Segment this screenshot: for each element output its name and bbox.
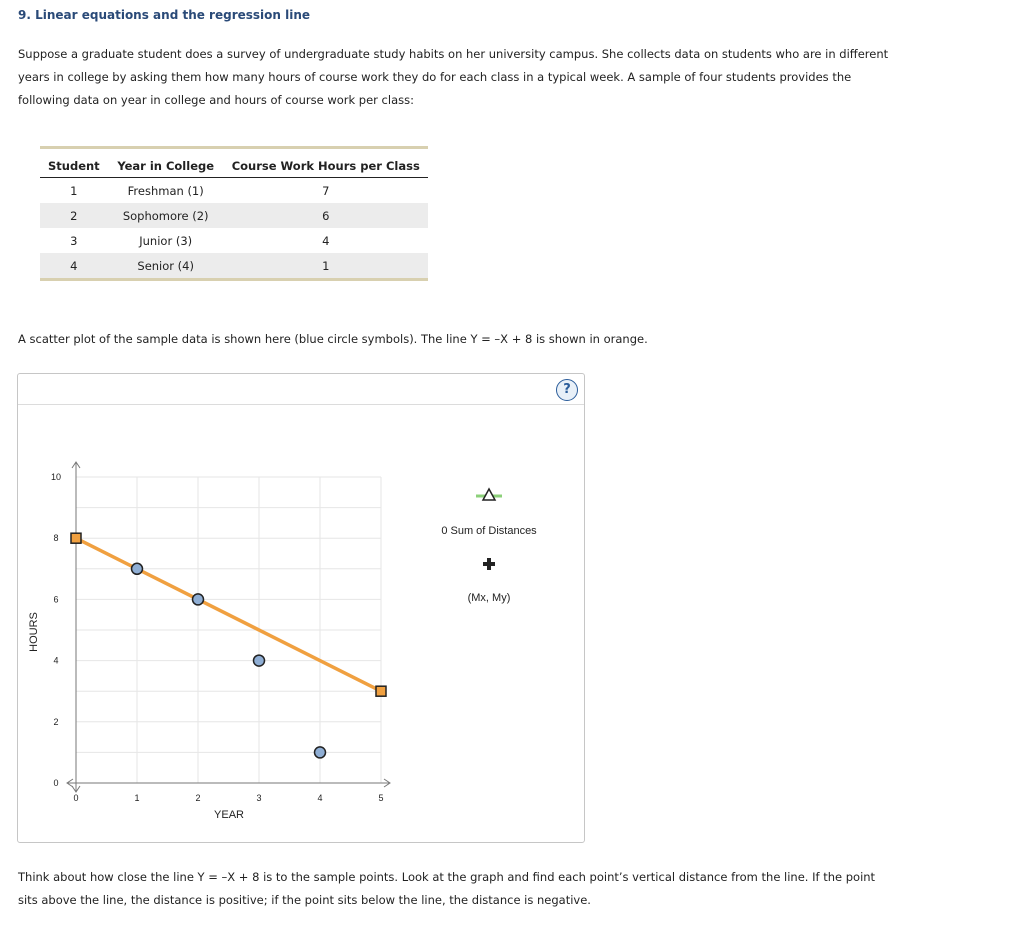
question-title: 9. Linear equations and the regression line <box>18 8 311 22</box>
x-tick-label: 2 <box>195 793 201 803</box>
y-tick-label: 8 <box>53 533 59 544</box>
line-endpoint-handle[interactable] <box>376 686 386 696</box>
y-tick-label: 2 <box>53 716 59 727</box>
legend <box>441 489 537 604</box>
y-tick-label: 4 <box>53 655 59 666</box>
data-series <box>71 533 386 758</box>
x-tick-label: 5 <box>378 793 384 803</box>
x-tick-label: 4 <box>317 793 323 803</box>
regression-chart <box>18 374 584 842</box>
table-row <box>40 178 428 204</box>
x-axis-label: YEAR <box>214 809 244 821</box>
data-table <box>40 146 428 289</box>
header-year: Year in College <box>108 148 224 178</box>
y-axis-label: HOURS <box>28 612 40 652</box>
cell-year: Senior (4) <box>108 253 224 280</box>
cell-hours: 6 <box>224 203 428 228</box>
regression-line <box>76 538 381 691</box>
cell-hours: 4 <box>322 233 330 248</box>
x-tick-label: 0 <box>73 793 79 803</box>
header-student: Student <box>40 148 108 178</box>
y-tick-label: 0 <box>53 778 59 788</box>
cell-year: Junior (3) <box>139 233 193 248</box>
help-button[interactable]: ? <box>556 379 578 401</box>
line-endpoint-handle[interactable] <box>71 533 81 543</box>
y-tick-label: 10 <box>50 472 62 482</box>
table-row <box>40 253 428 280</box>
data-point <box>254 655 265 666</box>
cell-hours: 7 <box>322 183 330 198</box>
cell-year: Freshman (1) <box>127 183 204 198</box>
axes <box>67 462 390 792</box>
mean-point-plus-icon[interactable] <box>483 558 495 570</box>
cell-student: 2 <box>40 203 108 228</box>
tick-labels <box>51 472 384 803</box>
cell-year: Sophomore (2) <box>108 203 224 228</box>
intro-paragraph: Suppose a graduate student does a survey of undergraduate study habits on her university campus. She collects data on students who are in different years in college by asking them how many hours of course work they do for each class in a typical week. A sample of four students provides the following data on year in college and hours of course work per class: <box>18 47 889 107</box>
data-point <box>132 563 143 574</box>
table-row <box>40 203 428 228</box>
cell-hours: 1 <box>224 253 428 280</box>
cell-student: 1 <box>70 183 78 198</box>
graph-panel <box>17 373 585 843</box>
grid-lines <box>76 477 381 783</box>
data-point <box>315 747 326 758</box>
table-header-row <box>40 148 428 178</box>
table-row <box>40 228 428 253</box>
cell-student: 3 <box>70 233 78 248</box>
instructions-paragraph: Think about how close the line Y = –X + 8 is to the sample points. Look at the graph and find each point’s vertical distance from the line. If the point sits above the line, the distance is positive; if the point sits below the line, the distance is negative. <box>18 870 876 907</box>
sum-distances-label: 0 Sum of Distances <box>441 525 537 537</box>
header-hours: Course Work Hours per Class <box>224 148 428 178</box>
cell-student: 4 <box>40 253 108 280</box>
scatter-caption: A scatter plot of the sample data is shown here (blue circle symbols). The line Y = –X + 8 is shown in orange. <box>18 332 648 346</box>
data-point <box>193 594 204 605</box>
x-tick-label: 3 <box>256 793 262 803</box>
y-tick-label: 6 <box>53 594 59 605</box>
mean-point-label: (Mx, My) <box>467 592 511 604</box>
x-tick-label: 1 <box>134 793 140 803</box>
